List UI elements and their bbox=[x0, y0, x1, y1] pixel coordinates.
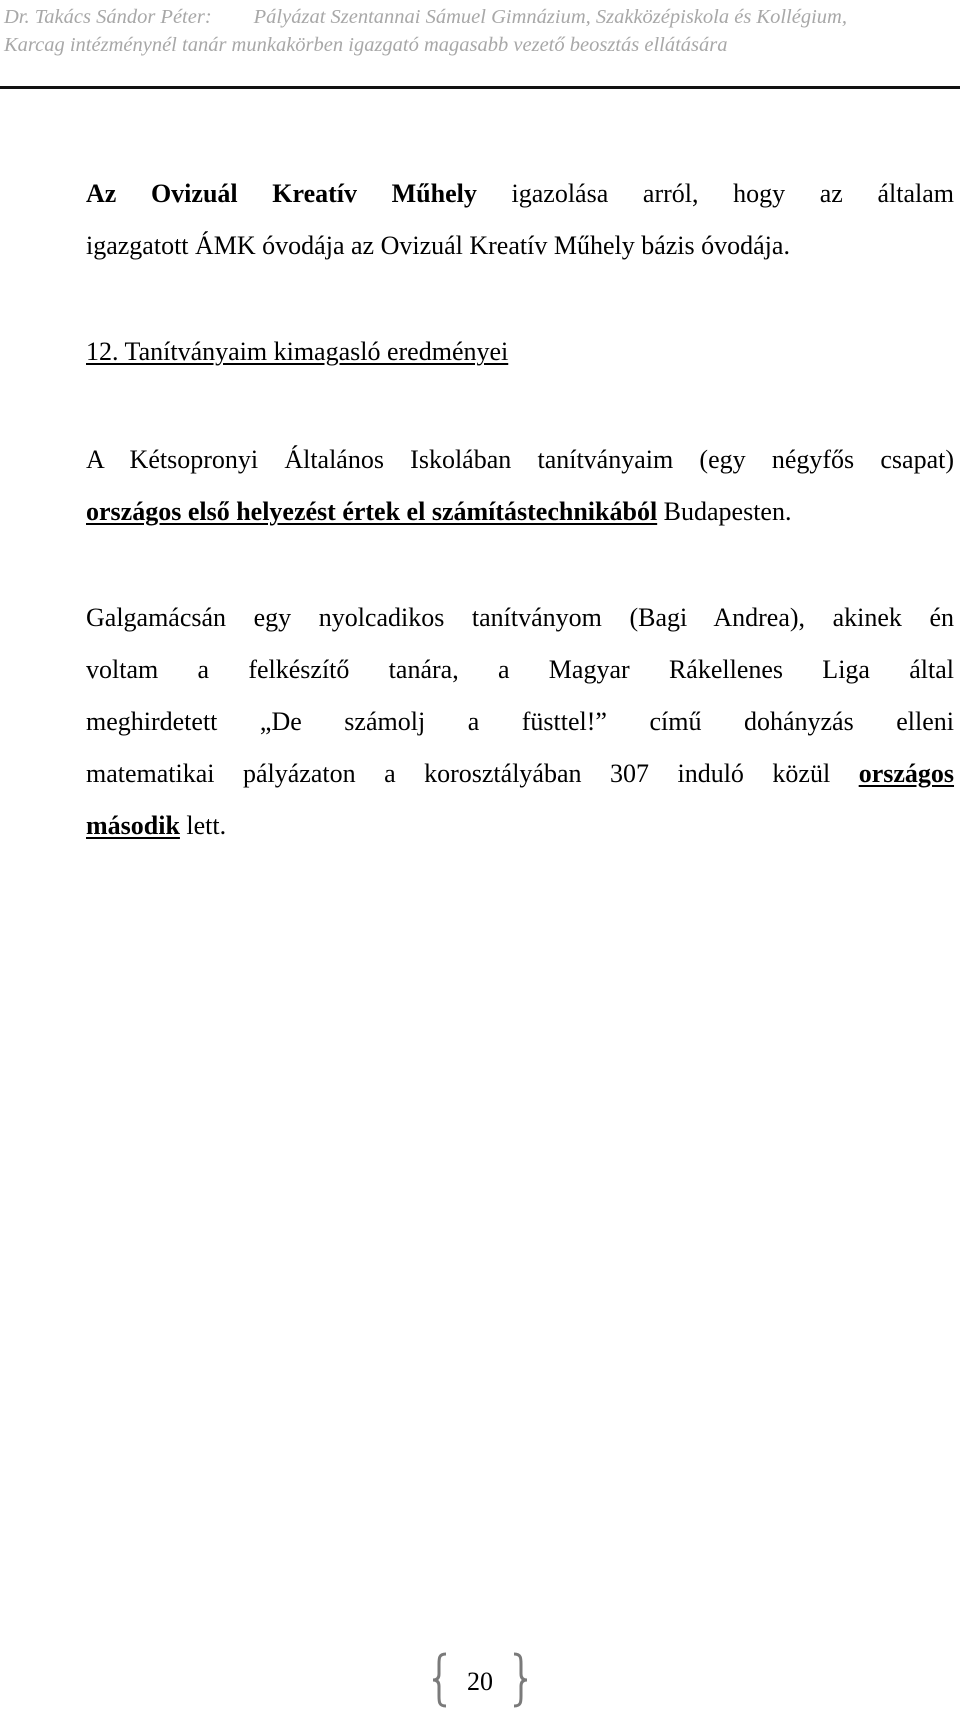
page-number: 20 bbox=[467, 1667, 493, 1696]
page-header bbox=[0, 0, 960, 88]
paragraph-line bbox=[86, 748, 954, 800]
highlight-result: országos első helyezést értek el számítástechnikából bbox=[86, 497, 658, 526]
paragraph-line: voltam a felkészítő tanára, a Magyar Rákellenes Liga által bbox=[86, 655, 954, 684]
section-12-heading: 12. Tanítványaim kimagasló eredményei bbox=[86, 337, 509, 366]
bold-phrase: Az Ovizuál Kreatív Műhely bbox=[86, 179, 477, 208]
paragraph-line: Galgamácsán egy nyolcadikos tanítványom (Bagi Andrea), akinek én bbox=[86, 603, 954, 632]
text-run: matematikai pályázaton a korosztályában 307 induló közül bbox=[86, 759, 831, 788]
text-run: Budapesten. bbox=[663, 497, 792, 526]
paragraph-line: igazgatott ÁMK óvodája az Ovizuál Kreatív Műhely bázis óvodája. bbox=[86, 231, 790, 260]
paragraph-line bbox=[86, 800, 954, 852]
paragraph-ketsopronyi bbox=[86, 434, 954, 538]
paragraph-line: meghirdetett „De számolj a füsttel!” című dohányzás elleni bbox=[86, 707, 954, 736]
paragraph-ovizual bbox=[86, 168, 954, 272]
text-run: igazolása arról, hogy az általam bbox=[511, 179, 955, 208]
right-brace-icon bbox=[510, 1652, 530, 1708]
header-rule bbox=[0, 86, 960, 89]
header-line-1 bbox=[4, 4, 847, 30]
paragraph-line: A Kétsopronyi Általános Iskolában tanítványaim (egy négyfős csapat) bbox=[86, 445, 954, 474]
header-line-2: Karcag intézménynél tanár munkakörben igazgató magasabb vezető beosztás ellátására bbox=[4, 34, 728, 56]
paragraph-line bbox=[86, 168, 954, 220]
text-run: lett. bbox=[186, 811, 227, 840]
left-brace-icon bbox=[430, 1652, 450, 1708]
page-footer bbox=[430, 1652, 530, 1712]
header-title: Pályázat Szentannai Sámuel Gimnázium, Szakközépiskola és Kollégium, bbox=[253, 6, 847, 28]
header-author: Dr. Takács Sándor Péter: bbox=[4, 6, 212, 28]
paragraph-line bbox=[86, 486, 954, 538]
paragraph-galgamacsa bbox=[86, 592, 954, 852]
highlight-result: országos bbox=[858, 759, 955, 788]
highlight-result: második bbox=[86, 811, 180, 840]
section-heading bbox=[86, 326, 954, 378]
